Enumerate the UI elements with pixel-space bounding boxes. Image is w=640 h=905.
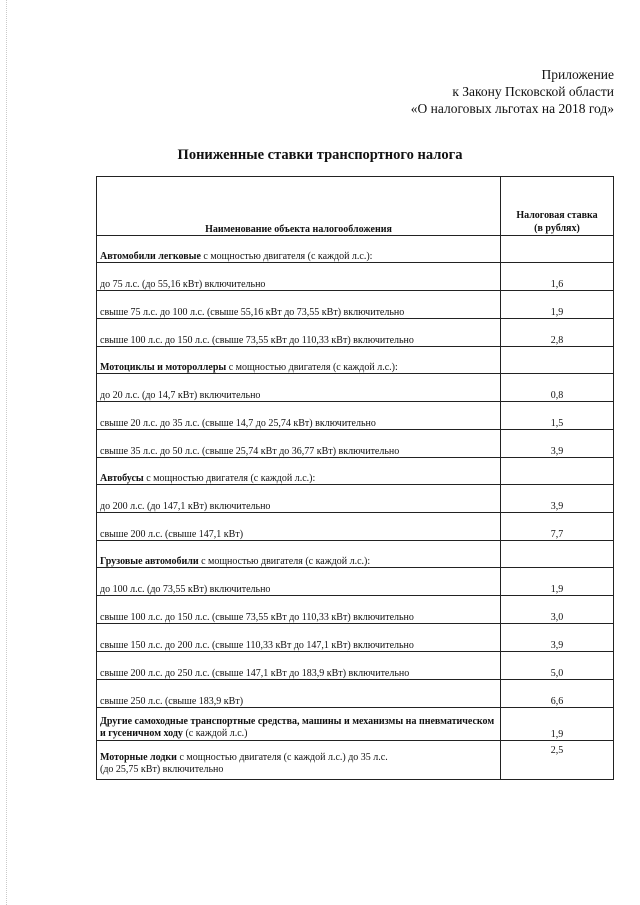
appendix-line: к Закону Псковской области [452, 84, 614, 99]
category-name: Автомобили легковые [100, 251, 201, 262]
tax-rate-value: 3,9 [501, 430, 614, 458]
tax-rate-value: 1,6 [501, 263, 614, 291]
table-body [97, 236, 614, 780]
vehicle-power-range: свыше 200 л.с. до 250 л.с. (свыше 147,1 кВт до 183,9 кВт) включительно [97, 652, 501, 680]
category-row [97, 347, 614, 374]
category-rate-cell [501, 458, 614, 485]
category-row [97, 458, 614, 485]
category-name: Мотоциклы и мотороллеры [100, 362, 227, 373]
motor-boats-description-cont: (до 25,75 кВт) включительно [100, 764, 224, 775]
table-row [97, 596, 614, 624]
tax-rate-value: 7,7 [501, 513, 614, 541]
table-row [97, 291, 614, 319]
table-row [97, 485, 614, 513]
category-description: с мощностью двигателя (с каждой л.с.): [198, 556, 371, 567]
category-description: с мощностью двигателя (с каждой л.с.): [143, 473, 316, 484]
tax-rate-value: 2,8 [501, 319, 614, 347]
motor-boats-cell [97, 741, 501, 780]
table-row [97, 624, 614, 652]
motor-boats-description: с мощностью двигателя (с каждой л.с.) до 35 л.с. [176, 752, 388, 763]
appendix-line: Приложение [541, 67, 614, 82]
category-cell [97, 458, 501, 485]
category-row [97, 541, 614, 568]
document-title: Пониженные ставки транспортного налога [177, 147, 463, 163]
motor-boats-name: Моторные лодки [100, 752, 177, 763]
tax-rate-value: 2,5 [501, 741, 614, 780]
tax-rate-value: 3,9 [501, 624, 614, 652]
category-name: Автобусы [100, 473, 144, 484]
tax-rate-value: 1,5 [501, 402, 614, 430]
tax-rate-value: 0,8 [501, 374, 614, 402]
vehicle-power-range: свыше 20 л.с. до 35 л.с. (свыше 14,7 до 25,74 кВт) включительно [97, 402, 501, 430]
table-row [97, 708, 614, 741]
column-header-object: Наименование объекта налогообложения [97, 177, 501, 236]
vehicle-power-range: свыше 150 л.с. до 200 л.с. (свыше 110,33 кВт до 147,1 кВт) включительно [97, 624, 501, 652]
tax-rate-value: 1,9 [501, 708, 614, 741]
other-vehicles-cell [97, 708, 501, 741]
table-row [97, 319, 614, 347]
table-row [97, 741, 614, 780]
category-rate-cell [501, 236, 614, 263]
table-row [97, 568, 614, 596]
category-description: с мощностью двигателя (с каждой л.с.): [200, 251, 373, 262]
vehicle-power-range: свыше 75 л.с. до 100 л.с. (свыше 55,16 кВт до 73,55 кВт) включительно [97, 291, 501, 319]
table-row [97, 680, 614, 708]
tax-rate-value: 3,9 [501, 485, 614, 513]
vehicle-power-range: свыше 35 л.с. до 50 л.с. (свыше 25,74 кВт до 36,77 кВт) включительно [97, 430, 501, 458]
scan-edge-marks [6, 0, 9, 905]
category-rate-cell [501, 541, 614, 568]
table-row [97, 652, 614, 680]
column-header-rate [501, 177, 614, 236]
category-rate-cell [501, 347, 614, 374]
table-row [97, 430, 614, 458]
appendix-line: «О налоговых льготах на 2018 год» [410, 101, 614, 116]
vehicle-power-range: свыше 100 л.с. до 150 л.с. (свыше 73,55 кВт до 110,33 кВт) включительно [97, 319, 501, 347]
category-cell [97, 236, 501, 263]
tax-rate-value: 1,9 [501, 291, 614, 319]
tax-rate-value: 6,6 [501, 680, 614, 708]
category-cell [97, 347, 501, 374]
category-description: с мощностью двигателя (с каждой л.с.): [226, 362, 398, 373]
column-header-rate-unit: (в рублях) [534, 223, 580, 234]
vehicle-power-range: до 100 л.с. (до 73,55 кВт) включительно [97, 568, 501, 596]
tax-rate-value: 3,0 [501, 596, 614, 624]
appendix-header [411, 66, 614, 117]
other-vehicles-name: Другие самоходные транспортные средства, машины и механизмы на пневматическом и гусеничном ходу [100, 716, 495, 739]
vehicle-power-range: до 200 л.с. (до 147,1 кВт) включительно [97, 485, 501, 513]
table-row [97, 513, 614, 541]
table-row [97, 263, 614, 291]
category-cell [97, 541, 501, 568]
table-header-row [97, 177, 614, 236]
table-row [97, 402, 614, 430]
other-vehicles-description: (с каждой л.с.) [182, 728, 248, 739]
vehicle-power-range: свыше 250 л.с. (свыше 183,9 кВт) [97, 680, 501, 708]
vehicle-power-range: до 75 л.с. (до 55,16 кВт) включительно [97, 263, 501, 291]
category-row [97, 236, 614, 263]
column-header-rate-line: Налоговая ставка [516, 210, 598, 221]
tax-rate-value: 1,9 [501, 568, 614, 596]
vehicle-power-range: свыше 200 л.с. (свыше 147,1 кВт) [97, 513, 501, 541]
vehicle-power-range: до 20 л.с. (до 14,7 кВт) включительно [97, 374, 501, 402]
tax-rates-table [96, 176, 614, 780]
table-row [97, 374, 614, 402]
tax-rate-value: 5,0 [501, 652, 614, 680]
category-name: Грузовые автомобили [100, 556, 199, 567]
vehicle-power-range: свыше 100 л.с. до 150 л.с. (свыше 73,55 кВт до 110,33 кВт) включительно [97, 596, 501, 624]
